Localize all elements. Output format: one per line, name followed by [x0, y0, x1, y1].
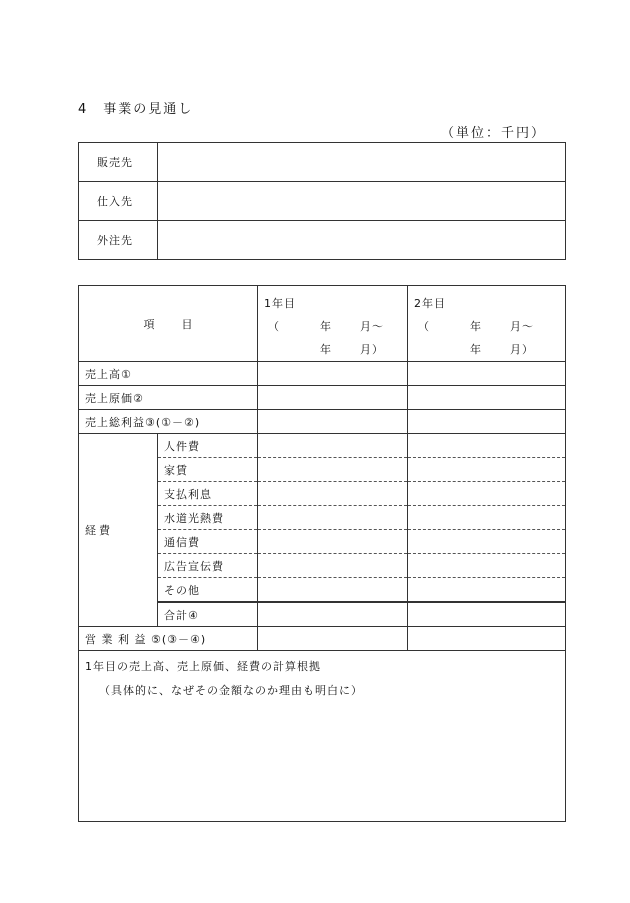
row-operating-profit: [79, 627, 566, 651]
party-table: [78, 142, 566, 260]
projection-table: [78, 285, 566, 822]
unit-note: （単位：千円）: [440, 126, 546, 141]
row-expense-personnel: [79, 434, 566, 458]
cell-operating-y2[interactable]: [408, 627, 566, 651]
cell-rent-y2[interactable]: [408, 458, 566, 482]
label-operating-profit: 営 業 利 益 ⑤(③－④): [79, 627, 258, 651]
label-expense-utilities: 水道光熱費: [158, 506, 258, 530]
cell-sales-y1[interactable]: [258, 362, 408, 386]
label-sales: 売上高①: [79, 362, 258, 386]
label-expense-other: その他: [158, 578, 258, 603]
basis-line-1: 1年目の売上高、売上原価、経費の計算根拠: [85, 660, 321, 673]
basis-box[interactable]: [79, 651, 566, 822]
party-input-supplier[interactable]: [158, 182, 566, 221]
cell-utilities-y1[interactable]: [258, 506, 408, 530]
party-row-supplier: [79, 182, 566, 221]
item-header: 項 目: [79, 286, 258, 362]
party-input-sales[interactable]: [158, 143, 566, 182]
cell-other-y1[interactable]: [258, 578, 408, 603]
party-label-supplier: 仕入先: [79, 182, 158, 221]
row-gross-profit: [79, 410, 566, 434]
cell-communication-y1[interactable]: [258, 530, 408, 554]
row-sales: [79, 362, 566, 386]
year1-header: 1年目 （ 年 月～ 年 月）: [258, 286, 408, 362]
cell-utilities-y2[interactable]: [408, 506, 566, 530]
cell-advertising-y2[interactable]: [408, 554, 566, 578]
cell-cost-y1[interactable]: [258, 386, 408, 410]
cell-sales-y2[interactable]: [408, 362, 566, 386]
cell-rent-y1[interactable]: [258, 458, 408, 482]
row-basis: [79, 651, 566, 822]
label-expense-advertising: 広告宣伝費: [158, 554, 258, 578]
year2-label: 2年目: [414, 297, 446, 310]
label-expense-rent: 家賃: [158, 458, 258, 482]
label-gross-profit: 売上総利益③(①－②): [79, 410, 258, 434]
year1-label: 1年目: [264, 297, 296, 310]
year2-header: 2年目 （ 年 月～ 年 月）: [408, 286, 566, 362]
cell-total-y2[interactable]: [408, 602, 566, 627]
cell-total-y1[interactable]: [258, 602, 408, 627]
party-input-subcontractor[interactable]: [158, 221, 566, 260]
cell-communication-y2[interactable]: [408, 530, 566, 554]
cell-other-y2[interactable]: [408, 578, 566, 603]
cell-operating-y1[interactable]: [258, 627, 408, 651]
label-expense-total: 合計④: [158, 602, 258, 627]
cell-interest-y1[interactable]: [258, 482, 408, 506]
section-title: 4 事業の見通し: [78, 102, 194, 117]
label-expense-communication: 通信費: [158, 530, 258, 554]
header-row: [79, 286, 566, 362]
party-row-subcontractor: [79, 221, 566, 260]
cell-cost-y2[interactable]: [408, 386, 566, 410]
basis-line-2: （具体的に、なぜその金額なのか理由も明白に）: [99, 684, 363, 697]
cell-personnel-y2[interactable]: [408, 434, 566, 458]
party-label-sales: 販売先: [79, 143, 158, 182]
party-label-subcontractor: 外注先: [79, 221, 158, 260]
cell-gross-y1[interactable]: [258, 410, 408, 434]
cell-gross-y2[interactable]: [408, 410, 566, 434]
label-expenses: 経費: [79, 434, 158, 627]
party-row-sales: [79, 143, 566, 182]
label-expense-interest: 支払利息: [158, 482, 258, 506]
cell-advertising-y1[interactable]: [258, 554, 408, 578]
row-cost-of-sales: [79, 386, 566, 410]
cell-interest-y2[interactable]: [408, 482, 566, 506]
cell-personnel-y1[interactable]: [258, 434, 408, 458]
label-expense-personnel: 人件費: [158, 434, 258, 458]
label-cost-of-sales: 売上原価②: [79, 386, 258, 410]
